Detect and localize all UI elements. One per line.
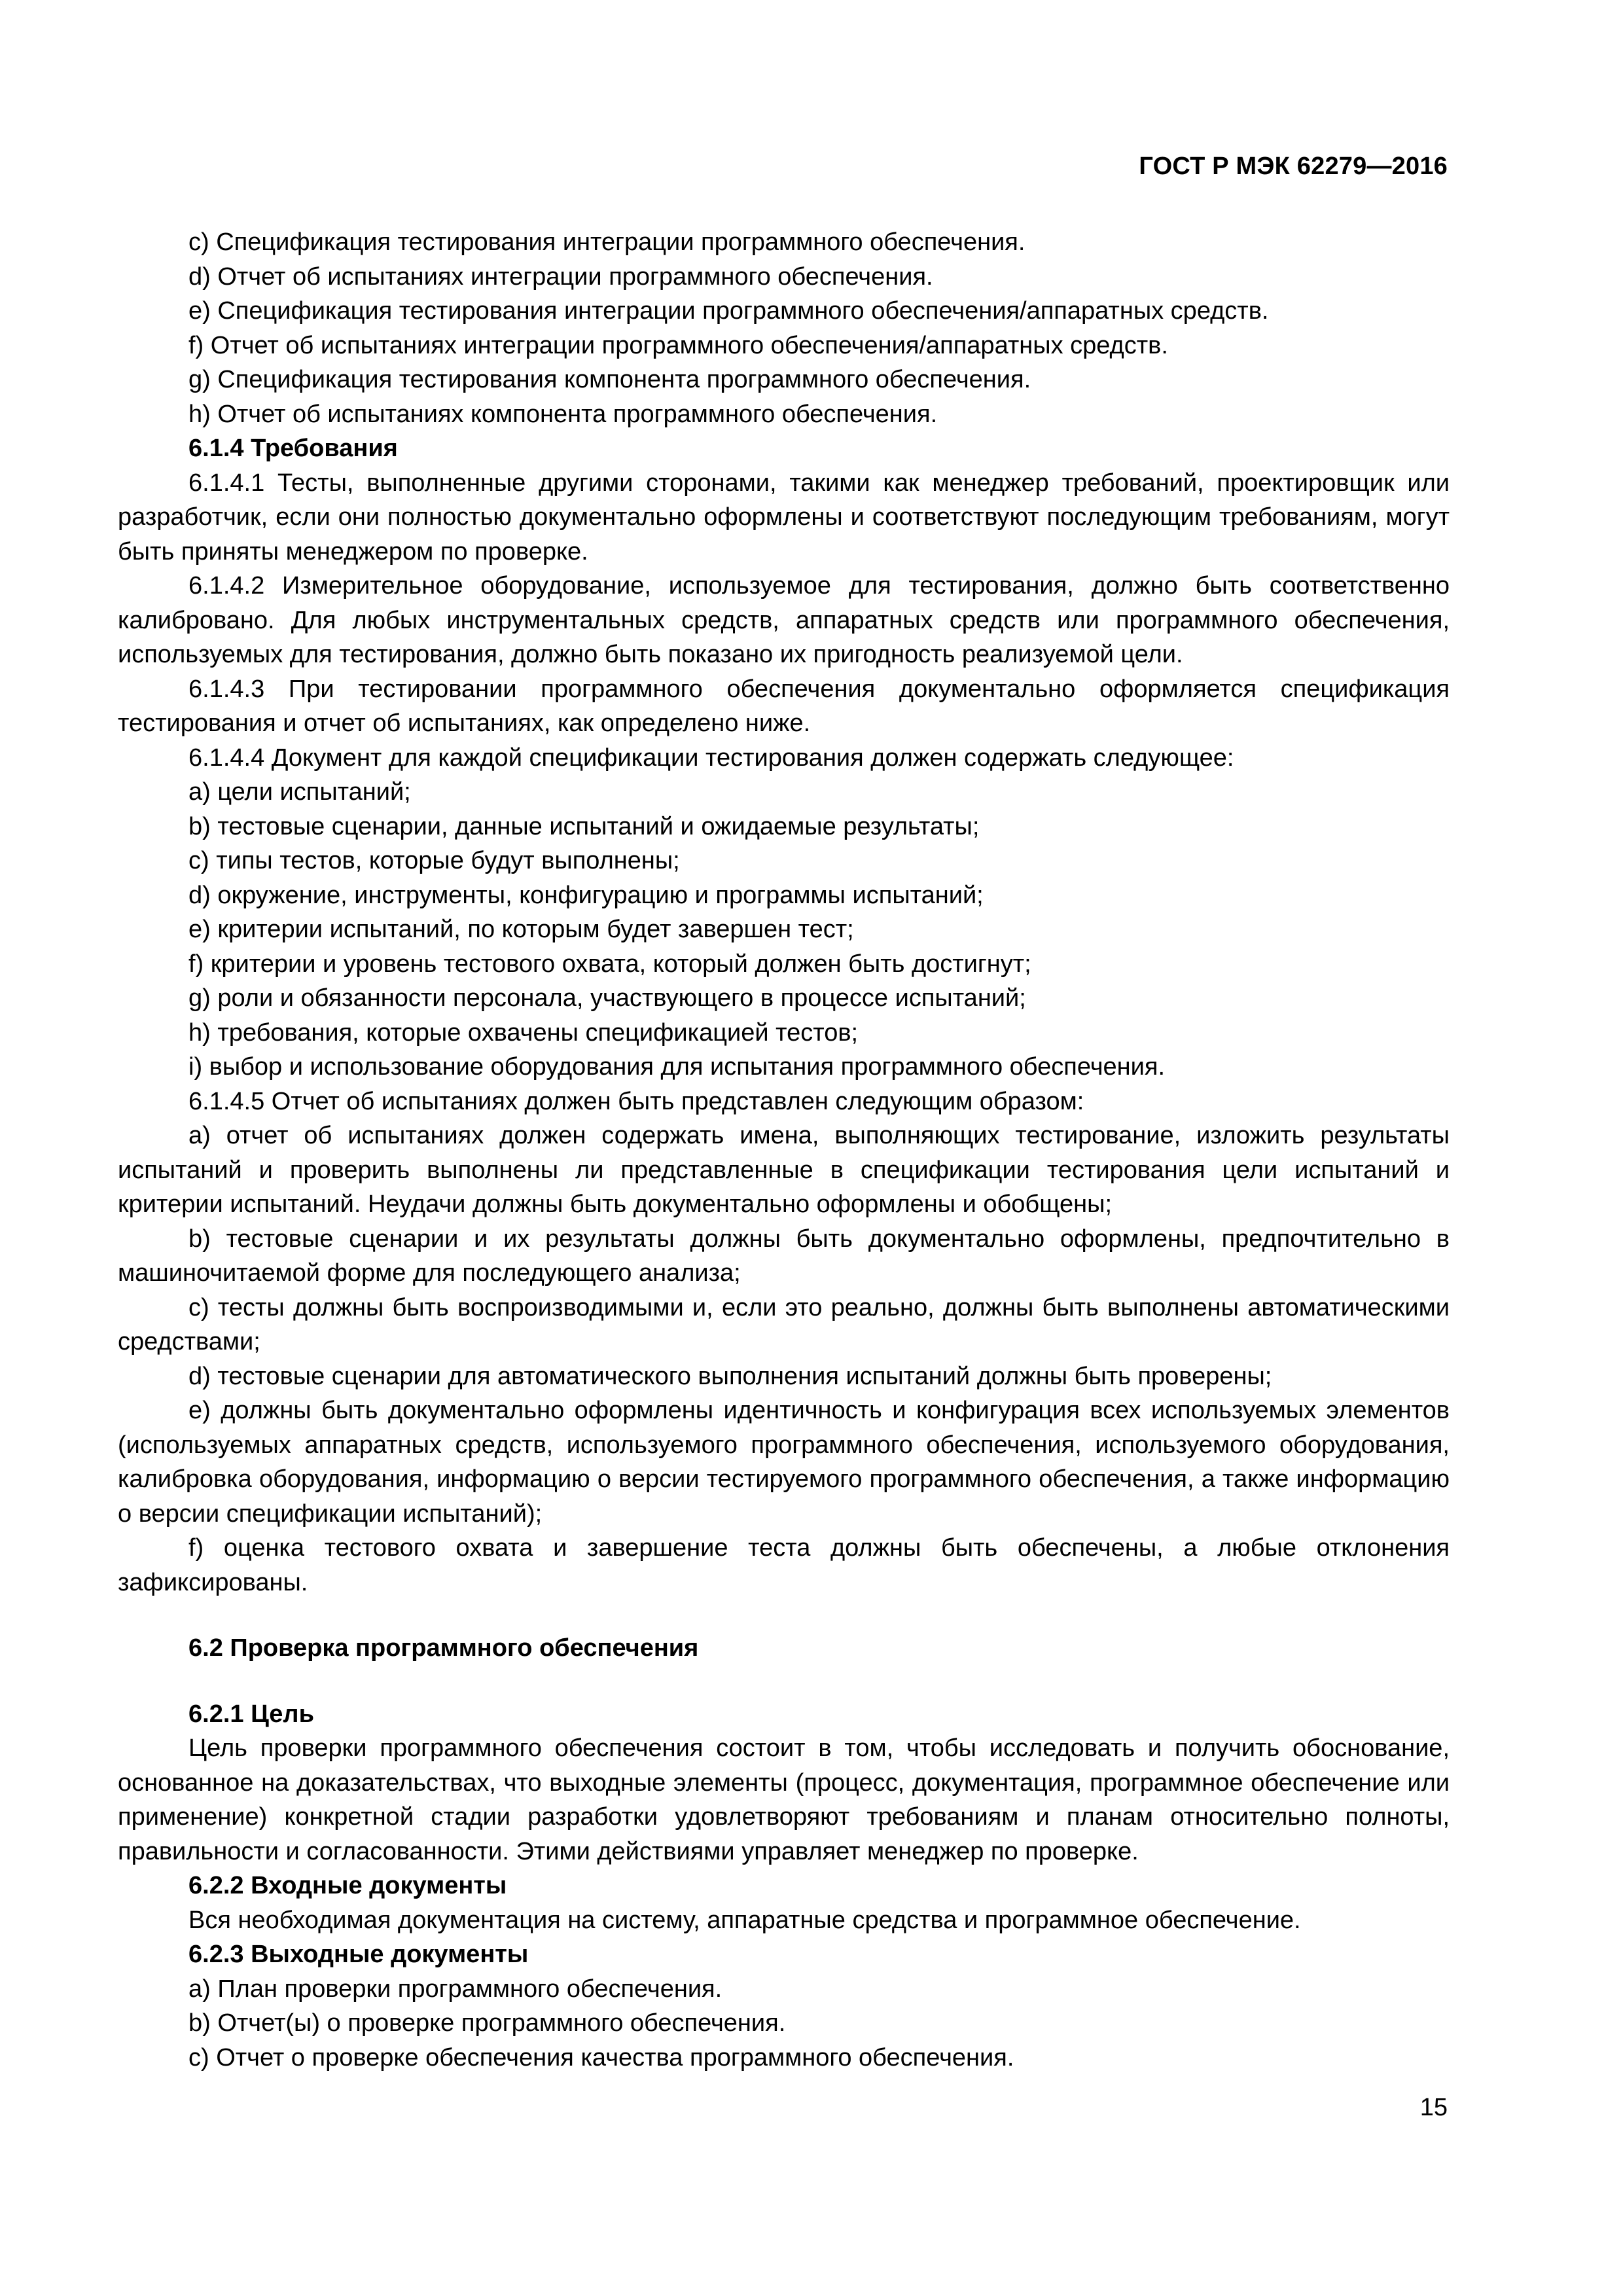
page-number: 15 <box>1419 2094 1448 2121</box>
paragraph: g) Спецификация тестирования компонента программного обеспечения. <box>188 366 1031 393</box>
paragraph: f) критерии и уровень тестового охвата, который должен быть достигнут; <box>188 950 1031 978</box>
paragraph: e) Спецификация тестирования интеграции программного обеспечения/аппаратных средств. <box>188 297 1269 325</box>
paragraph: Вся необходимая документация на систему, аппаратные средства и программное обеспечение. <box>188 1906 1301 1934</box>
paragraph: b) тестовые сценарии, данные испытаний и ожидаемые результаты; <box>188 812 980 840</box>
paragraph: b) тестовые сценарии и их результаты должны быть документально оформлены, предпочтительно в машиночитаемой форме для последующего анализа; <box>118 1225 1450 1287</box>
paragraph: a) цели испытаний; <box>188 778 411 806</box>
paragraph: e) должны быть документально оформлены идентичность и конфигурация всех используемых элементов (используемых аппаратных средств, используемого программного обеспечения, используемого оборудования, калибровка оборудования, информацию о версии тестируемого программного обеспечения, а также информацию о версии спецификации испытаний); <box>118 1397 1450 1528</box>
paragraph: c) Отчет о проверке обеспечения качества программного обеспечения. <box>188 2043 1014 2072</box>
paragraph: f) Отчет об испытаниях интеграции программного обеспечения/аппаратных средств. <box>188 331 1168 359</box>
paragraph: a) отчет об испытаниях должен содержать имена, выполняющих тестирование, изложить результаты испытаний и проверить выполнены ли представленные в спецификации тестирования цели испытаний и критерии испытаний. Неудачи должны быть документально оформлены и обобщены; <box>118 1122 1450 1218</box>
paragraph: a) План проверки программного обеспечения. <box>188 1975 722 2003</box>
paragraph: h) Отчет об испытаниях компонента программного обеспечения. <box>188 400 938 428</box>
paragraph: c) тесты должны быть воспроизводимыми и, если это реально, должны быть выполнены автоматическими средствами; <box>118 1293 1450 1355</box>
paragraph: 6.1.4.1 Тесты, выполненные другими сторонами, такими как менеджер требований, проектировщик или разработчик, если они полностью документально оформлены и соответствуют последующим требованиям, могут быть приняты менеджером по проверке. <box>118 469 1450 565</box>
document-header: ГОСТ Р МЭК 62279—2016 <box>1139 152 1448 180</box>
paragraph: 6.1.4.4 Документ для каждой спецификации тестирования должен содержать следующее: <box>188 744 1234 772</box>
paragraph: 6.1.4.5 Отчет об испытаниях должен быть представлен следующим образом: <box>188 1087 1084 1115</box>
paragraph: 6.1.4.3 При тестировании программного обеспечения документально оформляется спецификация тестирования и отчет об испытаниях, как определено ниже. <box>118 675 1450 737</box>
paragraph: d) Отчет об испытаниях интеграции программного обеспечения. <box>188 262 933 291</box>
section-heading: 6.2.1 Цель <box>188 1700 314 1728</box>
section-heading: 6.1.4 Требования <box>188 435 398 462</box>
section-heading: 6.2.3 Выходные документы <box>188 1941 529 1968</box>
paragraph: h) требования, которые охвачены спецификацией тестов; <box>188 1018 859 1047</box>
paragraph: i) выбор и использование оборудования для испытания программного обеспечения. <box>188 1053 1166 1081</box>
paragraph: c) Спецификация тестирования интеграции программного обеспечения. <box>188 228 1026 256</box>
section-heading: 6.2 Проверка программного обеспечения <box>188 1634 699 1662</box>
paragraph: c) типы тестов, которые будут выполнены; <box>188 847 680 874</box>
paragraph: 6.1.4.2 Измерительное оборудование, используемое для тестирования, должно быть соответственно калибровано. Для любых инструментальных средств, аппаратных средств или программного обеспечения, используемых для тестирования, должно быть показано их пригодность реализуемой цели. <box>118 572 1450 668</box>
paragraph: g) роли и обязанности персонала, участвующего в процессе испытаний; <box>188 984 1026 1012</box>
paragraph: d) окружение, инструменты, конфигурацию и программы испытаний; <box>188 881 984 909</box>
paragraph: f) оценка тестового охвата и завершение теста должны быть обеспечены, а любые отклонения зафиксированы. <box>118 1534 1450 1596</box>
paragraph: e) критерии испытаний, по которым будет завершен тест; <box>188 916 854 943</box>
document-body <box>118 225 1450 2075</box>
paragraph: d) тестовые сценарии для автоматического выполнения испытаний должны быть проверены; <box>188 1362 1272 1390</box>
section-heading: 6.2.2 Входные документы <box>188 1872 507 1899</box>
paragraph: b) Отчет(ы) о проверке программного обеспечения. <box>188 2009 786 2037</box>
paragraph: Цель проверки программного обеспечения состоит в том, чтобы исследовать и получить обоснование, основанное на доказательствах, что выходные элементы (процесс, документация, программное обеспечение или применение) конкретной стадии разработки удовлетворяют требованиям и планам относительно полноты, правильности и согласованности. Этими действиями управляет менеджер по проверке. <box>118 1734 1450 1865</box>
